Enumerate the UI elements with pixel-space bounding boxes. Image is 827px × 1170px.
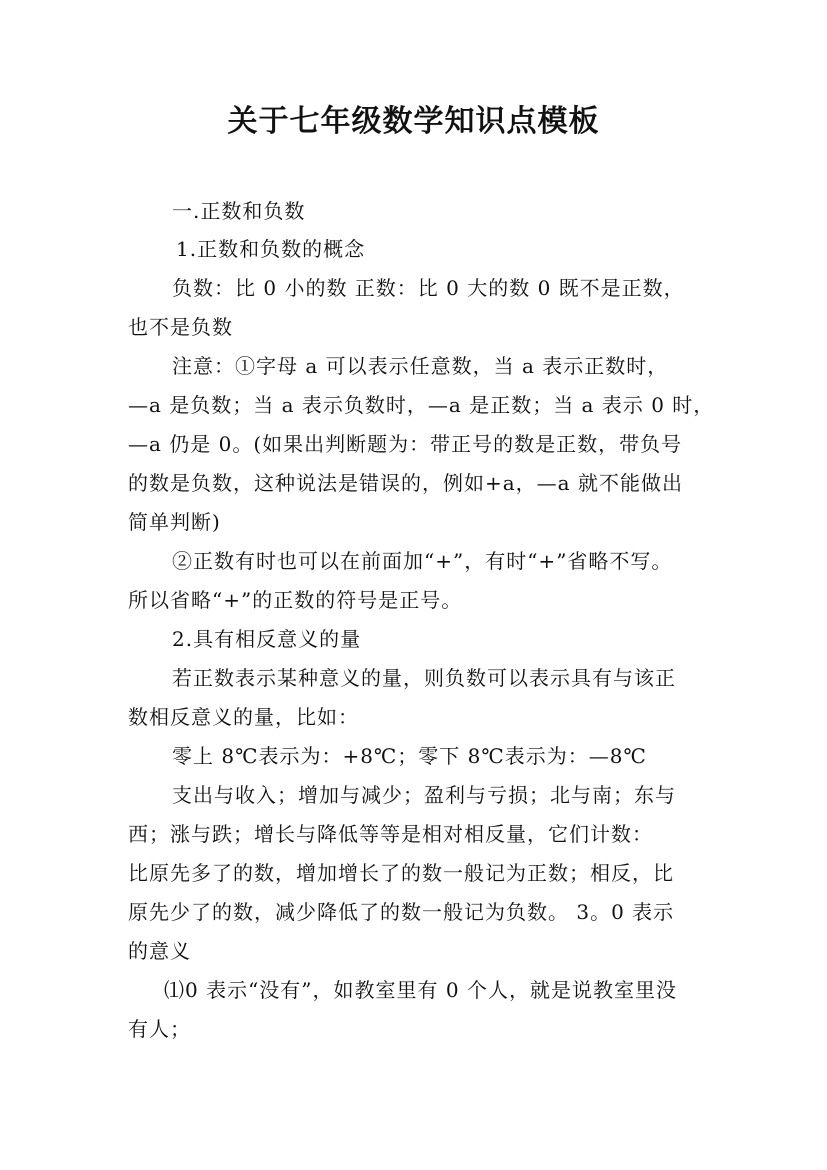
paragraph-line: ⑴0 表示“没有”，如教室里有 0 个人，就是说教室里没 [164, 978, 677, 1002]
subsection-heading: 1.正数和负数的概念 [176, 237, 366, 261]
paragraph-line: 注意：①字母 a 可以表示任意数，当 a 表示正数时， [172, 354, 669, 378]
paragraph-line: 的意义 [128, 939, 191, 963]
section-heading: 一.正数和负数 [172, 199, 306, 223]
paragraph-line: —a 是负数；当 a 表示负数时，—a 是正数；当 a 表示 0 时， [128, 393, 715, 417]
paragraph-line: 数相反意义的量，比如： [128, 705, 359, 729]
paragraph-line: 有人； [128, 1017, 191, 1041]
paragraph-line: —a 仍是 0。(如果出判断题为：带正号的数是正数，带负号 [128, 432, 683, 456]
paragraph-line: 也不是负数 [128, 315, 233, 339]
paragraph-line: 简单判断) [128, 510, 221, 534]
paragraph-line: 所以省略“+”的正数的符号是正号。 [128, 588, 463, 612]
paragraph-line: ②正数有时也可以在前面加“+”，有时“+”省略不写。 [172, 549, 673, 573]
paragraph-line: 若正数表示某种意义的量，则负数可以表示具有与该正 [172, 666, 676, 690]
paragraph-line: 原先少了的数，减少降低了的数一般记为负数。 3。0 表示 [128, 900, 675, 924]
paragraph-line: 的数是负数，这种说法是错误的，例如+a，—a 就不能做出 [128, 471, 683, 495]
paragraph-line: 零上 8℃表示为：+8℃；零下 8℃表示为：—8℃ [172, 744, 647, 768]
paragraph-line: 支出与收入；增加与减少；盈利与亏损；北与南；东与 [172, 783, 676, 807]
paragraph-line: 负数：比 0 小的数 正数：比 0 大的数 0 既不是正数， [172, 276, 685, 300]
document-title: 关于七年级数学知识点模板 [227, 104, 600, 139]
subsection-heading: 2.具有相反意义的量 [172, 627, 362, 651]
paragraph-line: 西；涨与跌；增长与降低等等是相对相反量，它们计数： [128, 822, 653, 846]
paragraph-line: 比原先多了的数，增加增长了的数一般记为正数；相反，比 [128, 861, 674, 885]
